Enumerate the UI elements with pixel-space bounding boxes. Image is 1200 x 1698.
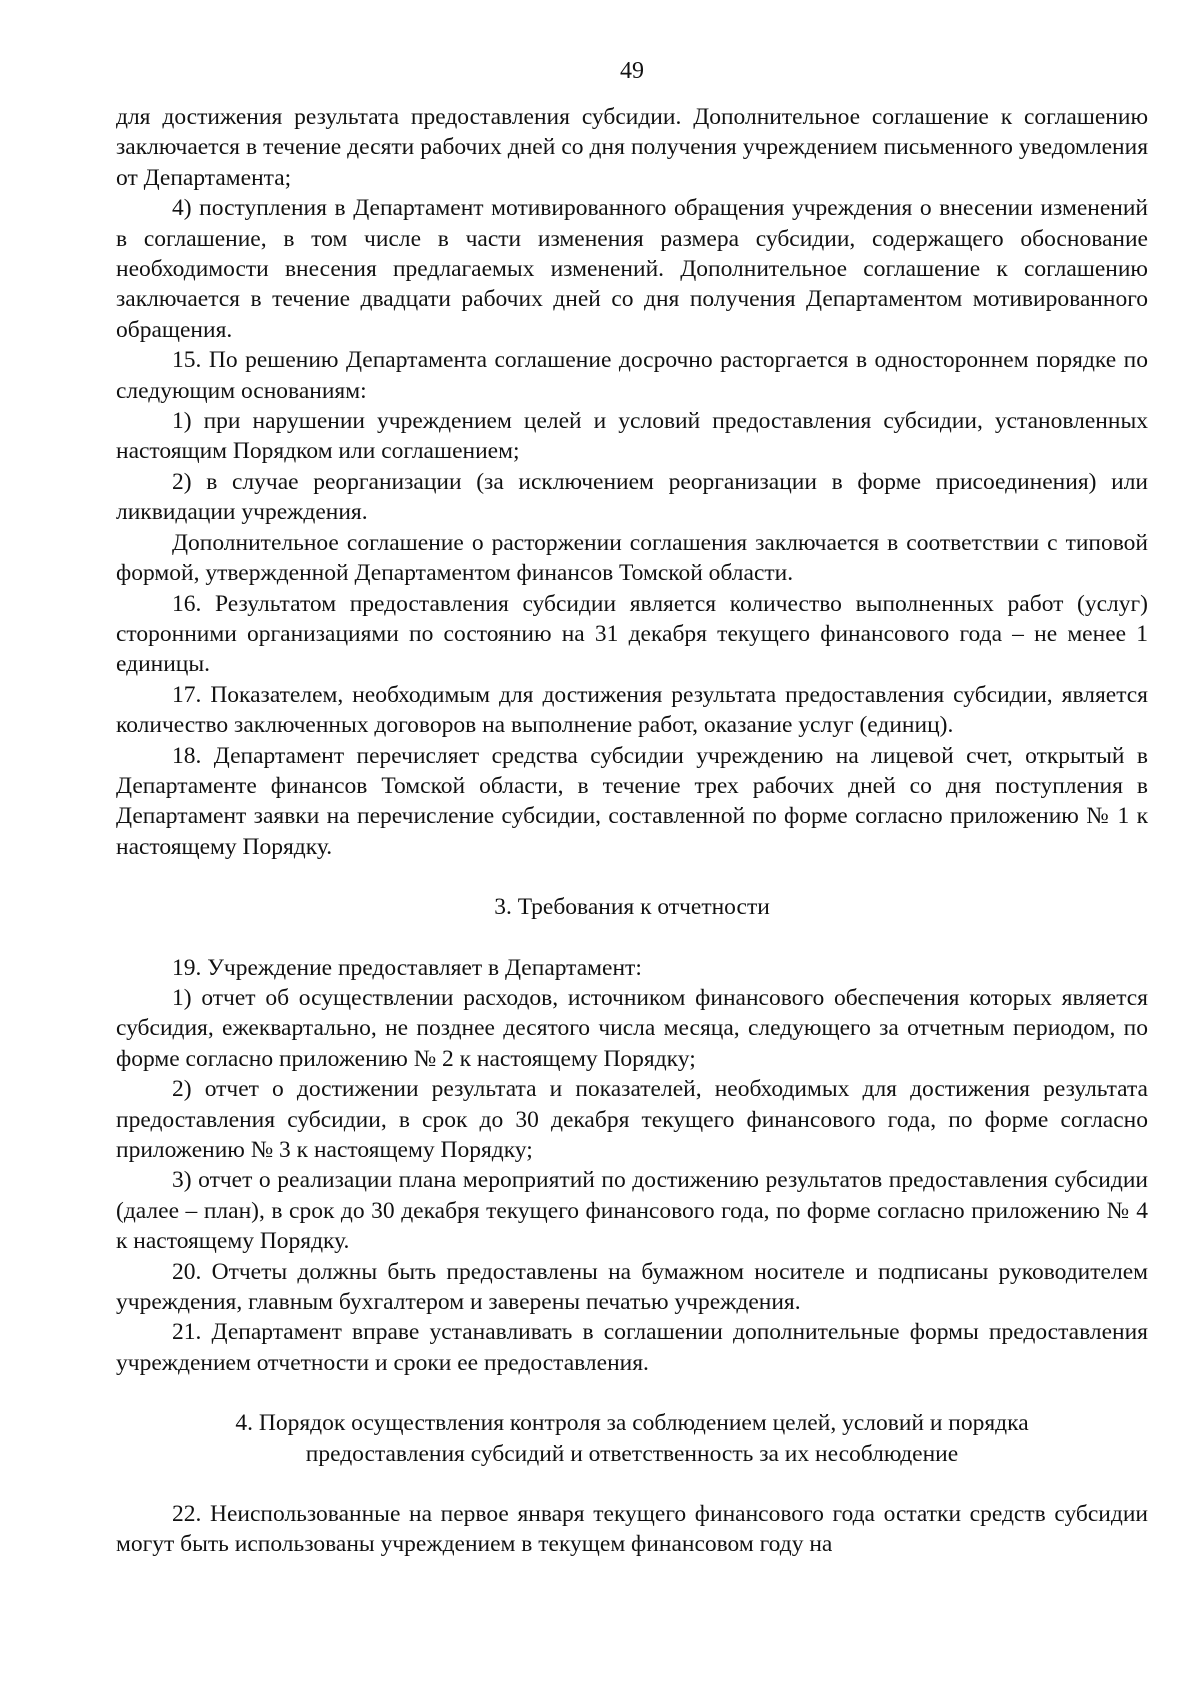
section-4-heading-line-2: предоставления субсидий и ответственность за их несоблюдение [305,1440,959,1467]
section-3-heading: 3. Требования к отчетности [494,894,770,921]
paragraph-20: 20. Отчеты должны быть предоставлены на бумажном носителе и подписаны руководителем учреждения, главным бухгалтером и заверены печатью учреждения. [116,1258,1148,1316]
paragraph-16: 16. Результатом предоставления субсидии является количество выполненных работ (услуг) сторонними организациями по состоянию на 31 декабря текущего финансового года – не менее 1 единицы. [116,590,1148,678]
paragraph-15-item-2: 2) в случае реорганизации (за исключением реорганизации в форме присоединения) или ликвидации учреждения. [116,468,1148,526]
paragraph-termination-agreement: Дополнительное соглашение о расторжении соглашения заключается в соответствии с типовой формой, утвержденной Департаментом финансов Томской области. [116,529,1148,587]
paragraph-18: 18. Департамент перечисляет средства субсидии учреждению на лицевой счет, открытый в Департаменте финансов Томской области, в течение трех рабочих дней со дня поступления в Департамент заявки на перечисление субсидии, составленной по форме согласно приложению № 1 к настоящему Порядку. [116,742,1148,860]
section-4-heading [116,1408,1148,1469]
paragraph-17: 17. Показателем, необходимым для достижения результата предоставления субсидии, является количество заключенных договоров на выполнение работ, оказание услуг (единиц). [116,681,1148,739]
section-4-heading-line-1: 4. Порядок осуществления контроля за соблюдением целей, условий и порядка [235,1410,1029,1437]
paragraph-19: 19. Учреждение предоставляет в Департамент: [172,954,642,981]
paragraph-22: 22. Неиспользованные на первое января текущего финансового года остатки средств субсидии могут быть использованы учреждением в текущем финансовом году на [116,1501,1148,1558]
paragraph-15: 15. По решению Департамента соглашение досрочно расторгается в одностороннем порядке по следующим основаниям: [116,347,1148,404]
paragraph-19-item-1: 1) отчет об осуществлении расходов, источником финансового обеспечения которых является субсидия, ежеквартально, не позднее десятого числа месяца, следующего за отчетным периодом, по форме согласно приложению № 2 к настоящему Порядку; [116,984,1148,1072]
document-page [116,56,1148,1560]
paragraph-continuation: для достижения результата предоставления субсидии. Дополнительное соглашение к соглашению заключается в течение десяти рабочих дней со дня получения учреждением письменного уведомления от Департамента; [116,104,1148,191]
paragraph-21: 21. Департамент вправе устанавливать в соглашении дополнительные формы предоставления учреждением отчетности и сроки ее предоставления. [116,1319,1148,1376]
paragraph-item-4: 4) поступления в Департамент мотивированного обращения учреждения о внесении изменений в соглашение, в том числе в части изменения размера субсидии, содержащего обоснование необходимости внесения предлагаемых изменений. Дополнительное соглашение к соглашению заключается в течение двадцати рабочих дней со дня получения Департаментом мотивированного обращения. [116,195,1148,343]
paragraph-19-item-3: 3) отчет о реализации плана мероприятий по достижению результатов предоставления субсидии (далее – план), в срок до 30 декабря текущего финансового года, по форме согласно приложению № 4 к настоящему Порядку. [116,1167,1148,1255]
paragraph-15-item-1: 1) при нарушении учреждением целей и условий предоставления субсидии, установленных настоящим Порядком или соглашением; [116,408,1148,465]
page-number: 49 [620,58,644,84]
paragraph-19-item-2: 2) отчет о достижении результата и показателей, необходимых для достижения результата предоставления субсидии, в срок до 30 декабря текущего финансового года, по форме согласно приложению № 3 к настоящему Порядку; [116,1076,1148,1163]
